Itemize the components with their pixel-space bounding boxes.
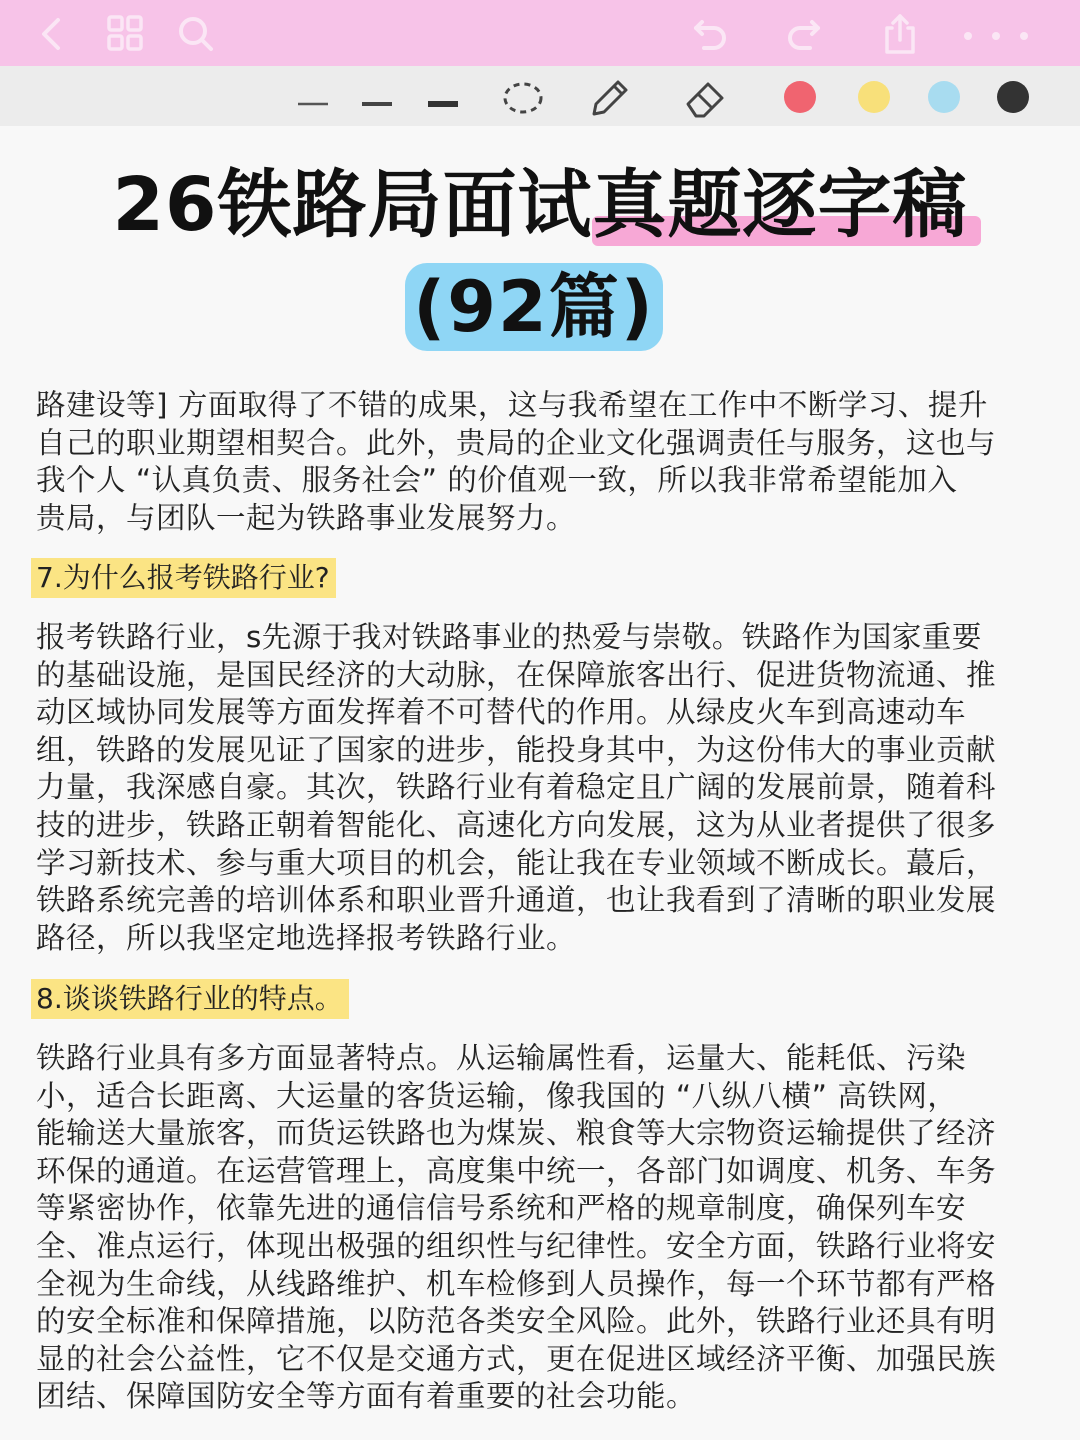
thick-line-icon[interactable]: [426, 74, 460, 118]
q8-line: 显的社会公益性，它不仅是交通方式，更在促进区域经济平衡、加强民族: [36, 1341, 997, 1376]
pencil-icon[interactable]: [586, 74, 632, 118]
q8-line: 铁路行业具有多方面显著特点。从运输属性看，运量大、能耗低、污染: [36, 1041, 967, 1075]
title-part-1: 26铁路局面试: [112, 162, 593, 248]
thin-line-icon[interactable]: [296, 74, 330, 118]
question-8-answer: [36, 1040, 1046, 1416]
intro-paragraph: [36, 387, 1046, 537]
intro-line: 我个人 “认真负责、服务社会” 的价值观一致，所以我非常希望能加入: [36, 463, 958, 498]
eraser-icon[interactable]: [682, 74, 728, 118]
black-color-swatch[interactable]: [997, 81, 1029, 113]
red-color-swatch[interactable]: [784, 81, 816, 113]
q8-line: 的安全标准和保障措施，以防范各类安全风险。此外，铁路行业还具有明: [36, 1304, 997, 1339]
intro-line: 路建设等] 方面取得了不错的成果，这与我希望在工作中不断学习、提升: [36, 388, 988, 422]
q7-line: 路径，所以我坚定地选择报考铁路行业。: [36, 920, 577, 955]
question-8-heading: 8.谈谈铁路行业的特点。: [31, 979, 349, 1019]
q7-line: 报考铁路行业，s先源于我对铁路事业的热爱与崇敬。铁路作为国家重要: [36, 620, 982, 654]
page-title: [0, 160, 1080, 250]
q7-line: 的基础设施，是国民经济的大动脉，在保障旅客出行、促进货物流通、推: [36, 657, 997, 692]
drawing-toolbar: [0, 66, 1080, 126]
question-7-answer: [36, 619, 1046, 957]
q8-line: 团结、保障国防安全等方面有着重要的社会功能。: [36, 1379, 697, 1414]
share-icon[interactable]: [878, 12, 922, 56]
undo-icon[interactable]: [688, 12, 732, 56]
intro-line: 自己的职业期望相契合。此外，贵局的企业文化强调责任与服务，这也与: [36, 425, 997, 460]
blue-color-swatch[interactable]: [928, 81, 960, 113]
q8-line: 能输送大量旅客，而货运铁路也为煤炭、粮食等大宗物资运输提供了经济: [36, 1116, 997, 1151]
more-icon[interactable]: [958, 12, 1038, 56]
lasso-icon[interactable]: [500, 74, 546, 118]
page-subtitle: (92篇): [413, 266, 655, 348]
q7-line: 动区域协同发展等方面发挥着不可替代的作用。从绿皮火车到高速动车: [36, 695, 967, 730]
intro-line: 贵局，与团队一起为铁路事业发展努力。: [36, 500, 577, 535]
q8-line: 全视为生命线，从线路维护、机车检修到人员操作，每一个环节都有严格: [36, 1266, 997, 1301]
yellow-color-swatch[interactable]: [858, 81, 890, 113]
q7-line: 铁路系统完善的培训体系和职业晋升通道，也让我看到了清晰的职业发展: [36, 883, 997, 918]
back-icon[interactable]: [30, 12, 74, 56]
medium-line-icon[interactable]: [360, 74, 394, 118]
grid-icon[interactable]: [104, 12, 148, 56]
q8-line: 全、准点运行，体现出极强的组织性与纪律性。安全方面，铁路行业将安: [36, 1228, 997, 1263]
q7-line: 力量，我深感自豪。其次，铁路行业有着稳定且广阔的发展前景，随着科: [36, 770, 997, 805]
q7-line: 组，铁路的发展见证了国家的进步，能投身其中，为这份伟大的事业贡献: [36, 732, 997, 767]
q8-line: 小，适合长距离、大运量的客货运输，像我国的 “八纵八横” 高铁网，: [36, 1078, 958, 1113]
top-app-bar: [0, 0, 1080, 66]
title-part-2: 真题逐字稿: [592, 162, 968, 248]
q7-line: 学习新技术、参与重大项目的机会，能让我在专业领域不断成长。蕞后，: [36, 845, 997, 880]
q8-line: 环保的通道。在运营管理上，高度集中统一，各部门如调度、机务、车务: [36, 1153, 997, 1188]
search-icon[interactable]: [174, 12, 218, 56]
question-7-heading: 7.为什么报考铁路行业?: [31, 558, 336, 598]
q7-line: 技的进步，铁路正朝着智能化、高速化方向发展，这为从业者提供了很多: [36, 807, 997, 842]
q8-line: 等紧密协作，依靠先进的通信信号系统和严格的规章制度，确保列车安: [36, 1191, 967, 1226]
title-highlight: [592, 160, 967, 250]
redo-icon[interactable]: [782, 12, 826, 56]
